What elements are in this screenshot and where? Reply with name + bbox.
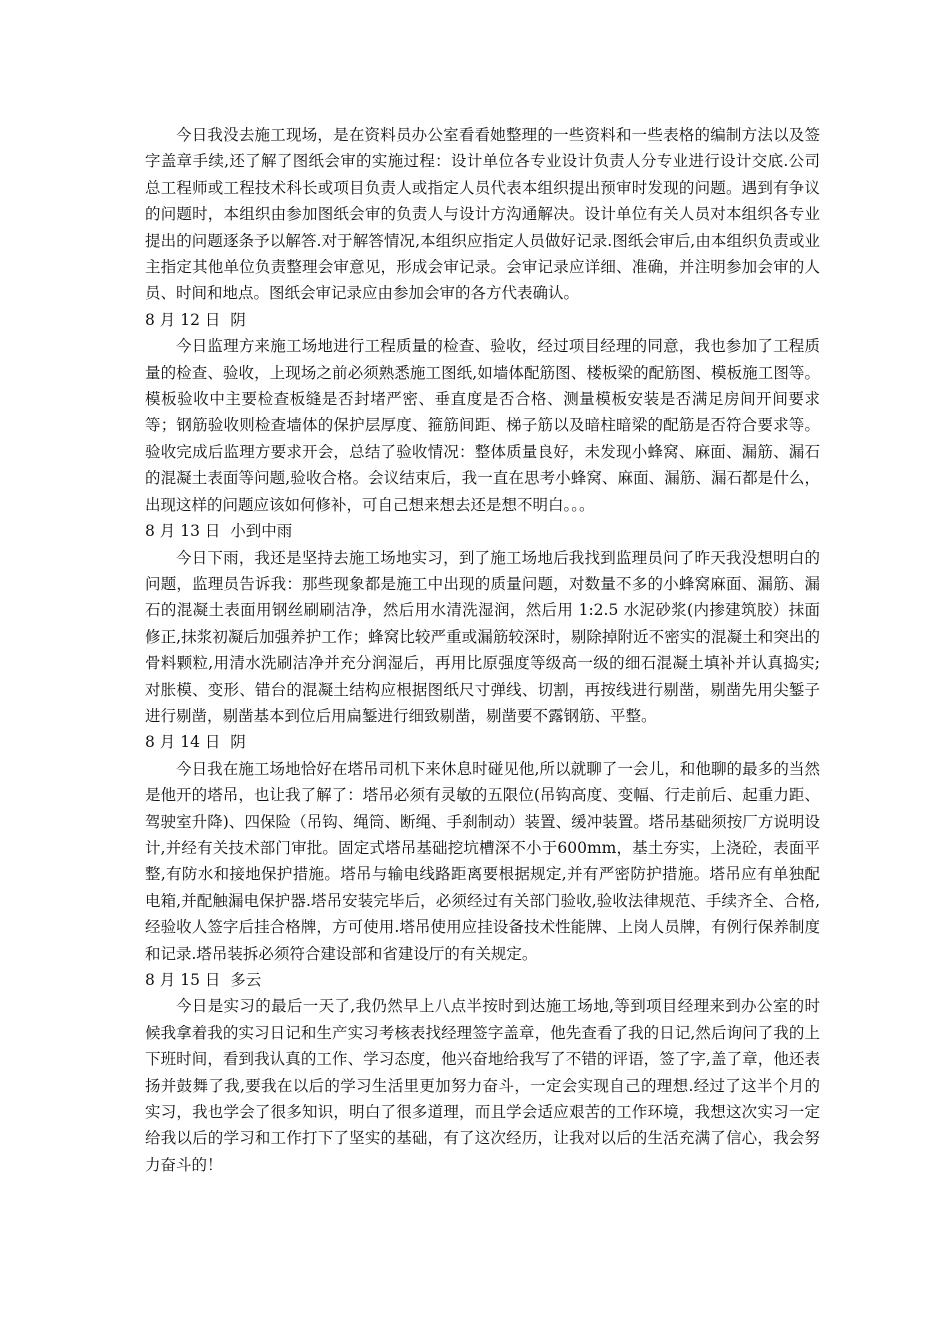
date-heading-aug-12: 8 月 12 日 阴 bbox=[145, 310, 246, 329]
date-heading-aug-15: 8 月 15 日 多云 bbox=[145, 971, 262, 989]
date-heading-aug-14: 8 月 14 日 阴 bbox=[145, 733, 246, 752]
document-body bbox=[145, 122, 820, 1178]
paragraph-last-day: 今日是实习的最后一天了,我仍然早上八点半按时到达施工场地,等到项目经理来到办公室的时候我拿着我的实习日记和生产实习考核表找经理签字盖章，他先查看了我的日记,然后询问了我的上下班时间，看到我认真的工作、学习态度，他兴奋地给我写了不错的评语，签了字,盖了章，他还表扬并鼓舞了我,要我在以后的学习生活里更加努力奋斗，一定会实现自己的理想.经过了这半个月的实习，我也学会了很多知识，明白了很多道理，而且学会适应艰苦的工作环境，我想这次实习一定给我以后的学习和工作打下了坚实的基础，有了这次经历，让我对以后的生活充满了信心，我会努力奋斗的！ bbox=[145, 997, 820, 1174]
paragraph-drawing-review: 今日我没去施工现场，是在资料员办公室看看她整理的一些资料和一些表格的编制方法以及签字盖章手续,还了解了图纸会审的实施过程：设计单位各专业设计负责人分专业进行设计交底.公司总工程师或工程技术科长或项目负责人或指定人员代表本组织提出预审时发现的问题。遇到有争议的问题时，本组织由参加图纸会审的负责人与设计方沟通解决。设计单位有关人员对本组织各专业提出的问题逐条予以解答.对于解答情况,本组织应指定人员做好记录.图纸会审后,由本组织负责或业主指定其他单位负责整理会审意见，形成会审记录。会审记录应详细、准确，并注明参加会审的人员、时间和地点。图纸会审记录应由参加会审的各方代表确认。 bbox=[145, 126, 820, 303]
paragraph-tower-crane: 今日我在施工场地恰好在塔吊司机下来休息时碰见他,所以就聊了一会儿，和他聊的最多的当然是他开的塔吊，也让我了解了：塔吊必须有灵敏的五限位(吊钩高度、变幅、行走前后、起重力距、驾驶室升降)、四保险（吊钩、绳筒、断绳、手刹制动）装置、缓冲装置。塔吊基础须按厂方说明设计,并经有关技术部门审批。固定式塔吊基础挖坑槽深不小于600mm，基土夯实，上浇砼，表面平整,有防水和接地保护措施。塔吊与输电线路距离要根据规定,并有严密防护措施。塔吊应有单独配电箱,并配触漏电保护器.塔吊安装完毕后，必须经过有关部门验收,验收法律规范、手续齐全、合格,经验收人签字后挂合格牌，方可使用.塔吊使用应挂设备技术性能牌、上岗人员牌，有例行保养制度和记录.塔吊装拆必须符合建设部和省建设厅的有关规定。 bbox=[145, 759, 820, 963]
date-heading-aug-13: 8 月 13 日 小到中雨 bbox=[145, 522, 293, 541]
paragraph-concrete-repair: 今日下雨，我还是坚持去施工场地实习，到了施工场地后我找到监理员问了昨天我没想明白的问题，监理员告诉我：那些现象都是施工中出现的质量问题，对数量不多的小蜂窝麻面、漏筋、漏石的混凝土表面用钢丝刷刷洁净，然后用水清洗湿润，然后用 1:2.5 水泥砂浆(内掺建筑胶）抹面修正,抹浆初凝后加强养护工作；蜂窝比较严重或漏筋较深时，剔除掉附近不密实的混凝土和突出的骨料颗粒,用清水洗刷洁净并充分润湿后，再用比原强度等级高一级的细石混凝土填补并认真捣实;对胀模、变形、错台的混凝土结构应根据图纸尺寸弹线、切割，再按线进行剔凿，剔凿先用尖錾子进行剔凿，剔凿基本到位后用扁錾进行细致剔凿，剔凿要不露钢筋、平整。 bbox=[145, 548, 820, 725]
paragraph-quality-inspection: 今日监理方来施工场地进行工程质量的检查、验收，经过项目经理的同意，我也参加了工程质量的检查、验收，上现场之前必须熟悉施工图纸,如墙体配筋图、楼板梁的配筋图、模板施工图等。模板验收中主要检查板缝是否封堵严密、垂直度是否合格、测量模板安装是否满足房间开间要求等；钢筋验收则检查墙体的保护层厚度、箍筋间距、梯子筋以及暗柱暗梁的配筋是否符合要求等。验收完成后监理方要求开会，总结了验收情况：整体质量良好，未发现小蜂窝、麻面、漏筋、漏石的混凝土表面等问题,验收合格。会议结束后，我一直在思考小蜂窝、麻面、漏筋、漏石都是什么，出现这样的问题应该如何修补，可自己想来想去还是想不明白。。。 bbox=[145, 337, 820, 514]
